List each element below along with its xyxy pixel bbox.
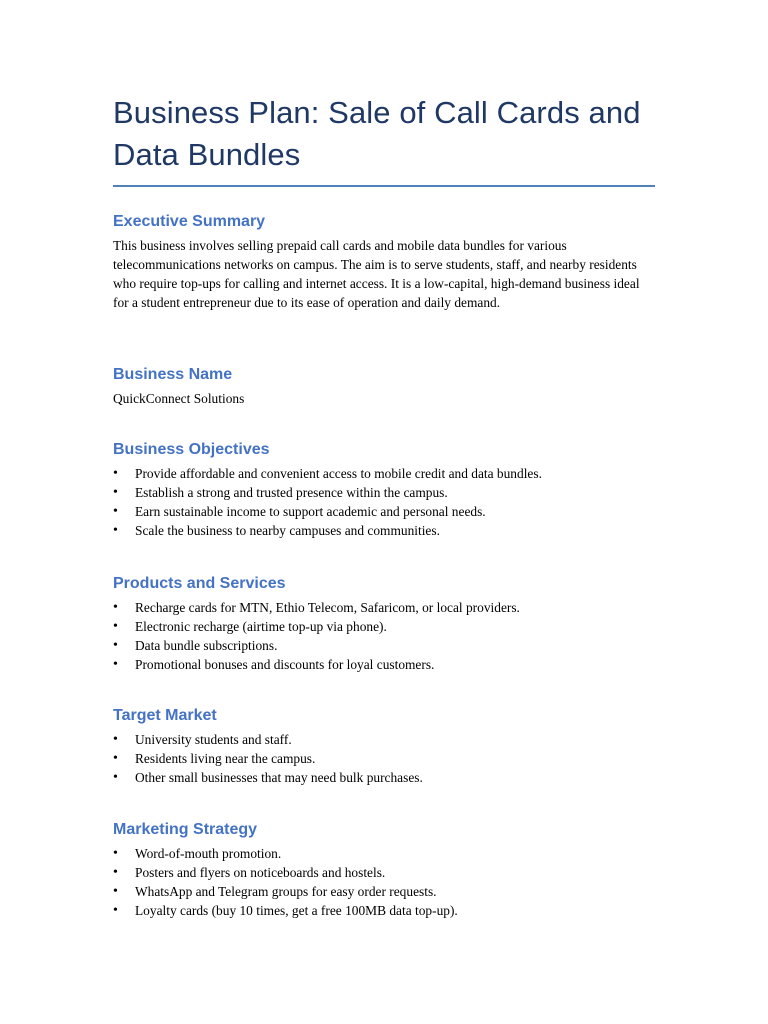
document-title: Business Plan: Sale of Call Cards and Data Bundles <box>113 95 641 172</box>
executive-summary-text: This business involves selling prepaid call cards and mobile data bundles for various telecommunications networks on campus. The aim is to serve students, staff, and nearby residents who require top-ups for calling and internet access. It is a low-capital, high-demand business ideal for a student entrepreneur due to its ease of operation and daily demand. <box>113 238 640 310</box>
section-heading: Products and Services <box>113 575 286 592</box>
list-item: • Loyalty cards (buy 10 times, get a free 100MB data top-up). <box>113 901 655 920</box>
list-item: • University students and staff. <box>113 730 655 749</box>
list-item: • Scale the business to nearby campuses and communities. <box>113 521 655 540</box>
objectives-list <box>113 464 655 540</box>
list-item: • Recharge cards for MTN, Ethio Telecom, Safaricom, or local providers. <box>113 598 655 617</box>
list-item: • Provide affordable and convenient access to mobile credit and data bundles. <box>113 464 655 483</box>
products-list <box>113 598 655 674</box>
list-item: • Promotional bonuses and discounts for loyal customers. <box>113 655 655 674</box>
title-underline <box>113 185 655 187</box>
target-market-list <box>113 730 655 787</box>
list-item: • Electronic recharge (airtime top-up via phone). <box>113 617 655 636</box>
list-item: • Establish a strong and trusted presence within the campus. <box>113 483 655 502</box>
list-item: • WhatsApp and Telegram groups for easy order requests. <box>113 882 655 901</box>
document-page <box>113 92 655 918</box>
list-item: • Data bundle subscriptions. <box>113 636 655 655</box>
section-business-objectives <box>113 440 655 540</box>
list-item: • Other small businesses that may need bulk purchases. <box>113 768 655 787</box>
section-marketing-strategy <box>113 820 655 920</box>
section-target-market <box>113 706 655 787</box>
list-item: • Posters and flyers on noticeboards and hostels. <box>113 863 655 882</box>
section-heading: Target Market <box>113 707 217 724</box>
list-item: • Earn sustainable income to support academic and personal needs. <box>113 502 655 521</box>
section-heading: Business Objectives <box>113 441 270 458</box>
business-name-text: QuickConnect Solutions <box>113 391 245 406</box>
list-item: • Residents living near the campus. <box>113 749 655 768</box>
marketing-list <box>113 844 655 920</box>
list-item: • Word-of-mouth promotion. <box>113 844 655 863</box>
section-heading: Business Name <box>113 366 233 383</box>
section-executive-summary <box>113 212 655 312</box>
section-products-services <box>113 574 655 674</box>
section-business-name <box>113 365 655 408</box>
section-heading: Marketing Strategy <box>113 821 258 838</box>
section-heading: Executive Summary <box>113 213 266 230</box>
